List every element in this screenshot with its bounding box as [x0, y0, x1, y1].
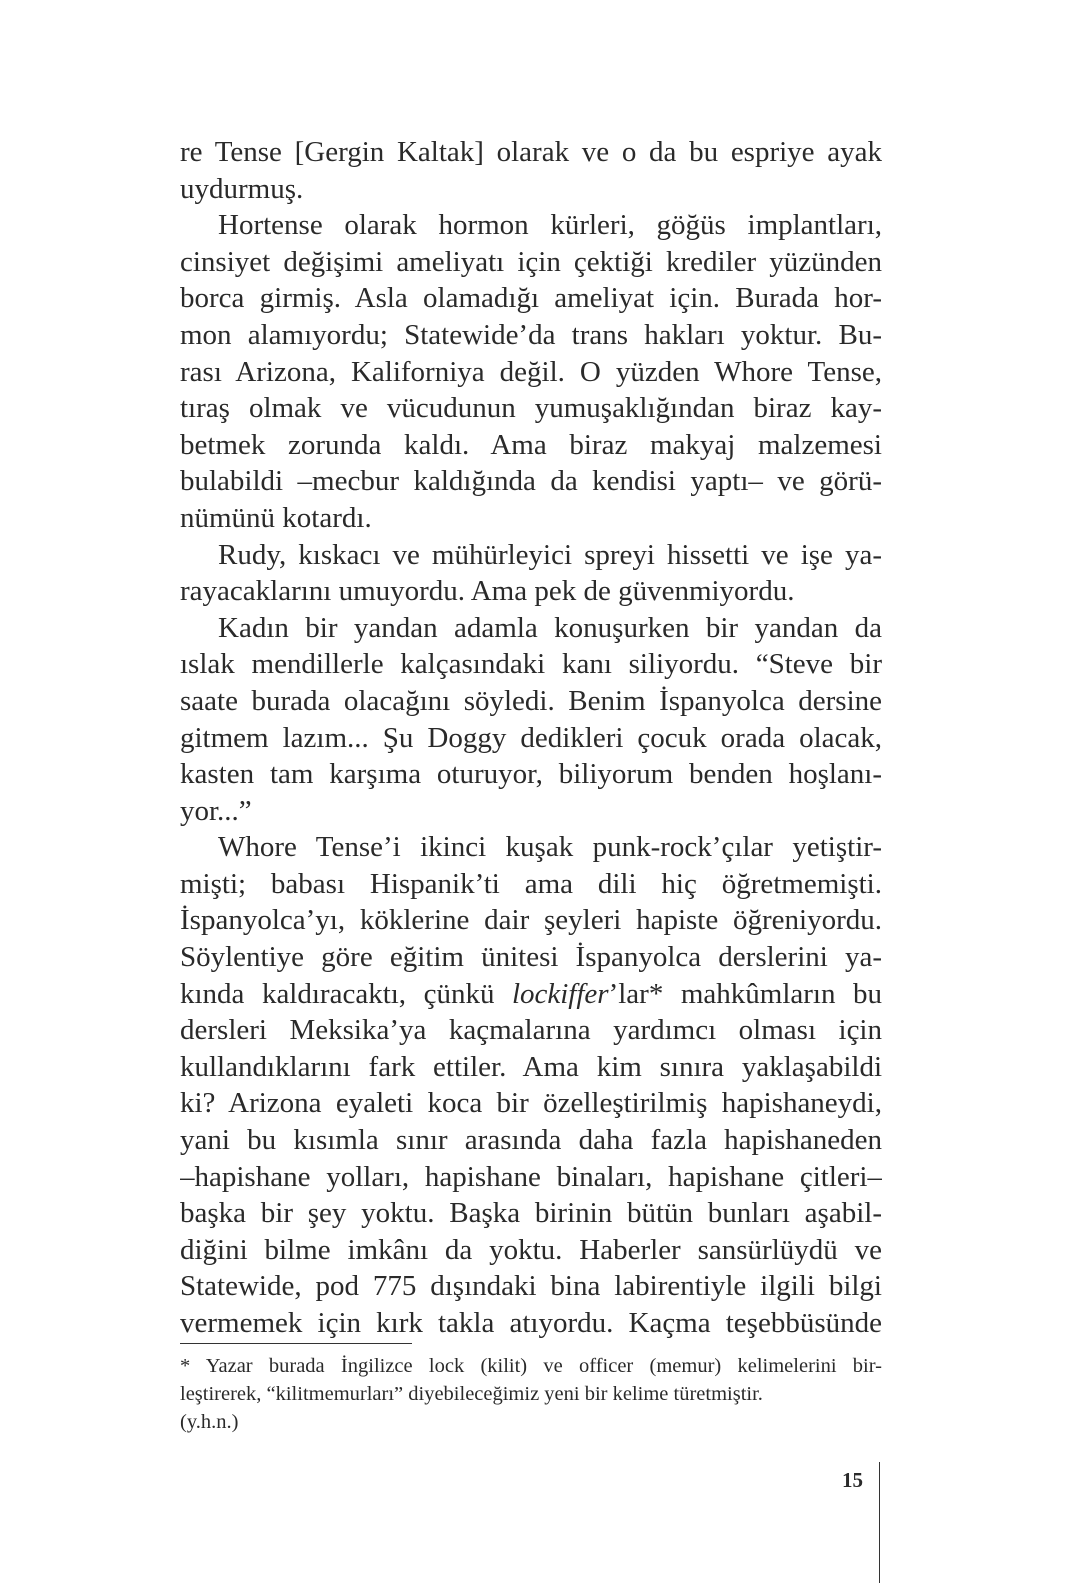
- body-line: rayacaklarını umuyordu. Ama pek de güvenmiyordu.: [180, 575, 795, 608]
- body-line: borca girmiş. Asla olamadığı ameliyat için. Burada hor-: [180, 282, 882, 315]
- italic-term: lockiffer: [511, 977, 609, 1010]
- footnote: [180, 1352, 882, 1436]
- body-line: Kadın bir yandan adamla konuşurken bir yandan da: [218, 611, 882, 644]
- body-line: tıraş olmak ve vücudunun yumuşaklığından biraz kay-: [180, 392, 882, 425]
- footnote-line: leştirerek, “kilitmemurları” diyebileceğimiz yeni bir kelime türetmiştir.: [180, 1383, 763, 1405]
- body-text: [180, 134, 882, 1342]
- body-line: Rudy, kıskacı ve mühürleyici spreyi hissetti ve işe ya-: [218, 538, 882, 571]
- body-line: betmek zorunda kaldı. Ama biraz makyaj malzemesi: [180, 428, 882, 461]
- body-line: uydurmuş.: [180, 172, 304, 205]
- body-line: yor...”: [180, 794, 252, 827]
- body-line: cinsiyet değişimi ameliyatı için çektiği krediler yüzünden: [180, 245, 882, 278]
- body-line: diğini bilme imkânı da yoktu. Haberler sansürlüydü ve: [180, 1233, 882, 1266]
- body-line: Statewide, pod 775 dışındaki bina labirentiyle ilgili bilgi: [180, 1270, 882, 1303]
- body-line: başka bir şey yoktu. Başka birinin bütün bunları aşabil-: [180, 1197, 882, 1230]
- body-line: Whore Tense’i ikinci kuşak punk-rock’çılar yetiştir-: [218, 831, 882, 864]
- body-line: mişti; babası Hispanik’ti ama dili hiç öğretmemişti.: [180, 867, 882, 900]
- page-number: 15: [842, 1468, 863, 1492]
- body-line: kında kaldıracaktı, çünkü lockiffer’lar* mahkûmların bu: [180, 977, 882, 1010]
- body-line: ki? Arizona eyaleti koca bir özelleştirilmiş hapishaneydi,: [180, 1087, 882, 1120]
- footnote-line: (y.h.n.): [180, 1411, 239, 1433]
- body-line: saate burada olacağını söyledi. Benim İspanyolca dersine: [180, 684, 882, 717]
- body-line: kullandıklarını fark ettiler. Ama kim sınıra yaklaşabildi: [180, 1050, 882, 1083]
- body-line: nümünü kotardı.: [180, 501, 372, 534]
- body-line: gitmem lazım... Şu Doggy dedikleri çocuk orada olacak,: [180, 721, 882, 754]
- margin-rule: [879, 1462, 880, 1583]
- body-line: yani bu kısımla sınır arasında daha fazla hapishaneden: [180, 1124, 882, 1157]
- body-line: dersleri Meksika’ya kaçmalarına yardımcı olması için: [180, 1014, 882, 1047]
- body-line: re Tense [Gergin Kaltak] olarak ve o da bu espriye ayak: [180, 136, 882, 168]
- footnote-line: * Yazar burada İngilizce lock (kilit) ve officer (memur) kelimelerini bir-: [180, 1355, 882, 1377]
- body-line: ıslak mendillerle kalçasındaki kanı siliyordu. “Steve bir: [180, 648, 882, 681]
- body-line: rası Arizona, Kaliforniya değil. O yüzden Whore Tense,: [180, 355, 882, 388]
- body-line: vermemek için kırk takla atıyordu. Kaçma teşebbüsünde: [180, 1307, 882, 1339]
- body-line: Söylentiye göre eğitim ünitesi İspanyolca derslerini ya-: [180, 941, 882, 974]
- footnote-divider: [180, 1343, 412, 1344]
- body-line: mon alamıyordu; Statewide’da trans hakları yoktur. Bu-: [180, 318, 882, 351]
- body-line: bulabildi –mecbur kaldığında da kendisi yaptı– ve görü-: [180, 465, 882, 498]
- body-line: Hortense olarak hormon kürleri, göğüs implantları,: [218, 209, 882, 242]
- body-line: İspanyolca’yı, köklerine dair şeyleri hapiste öğreniyordu.: [180, 904, 882, 937]
- body-line: kasten tam karşıma oturuyor, biliyorum benden hoşlanı-: [180, 758, 882, 791]
- body-line: –hapishane yolları, hapishane binaları, hapishane çitleri–: [180, 1160, 882, 1193]
